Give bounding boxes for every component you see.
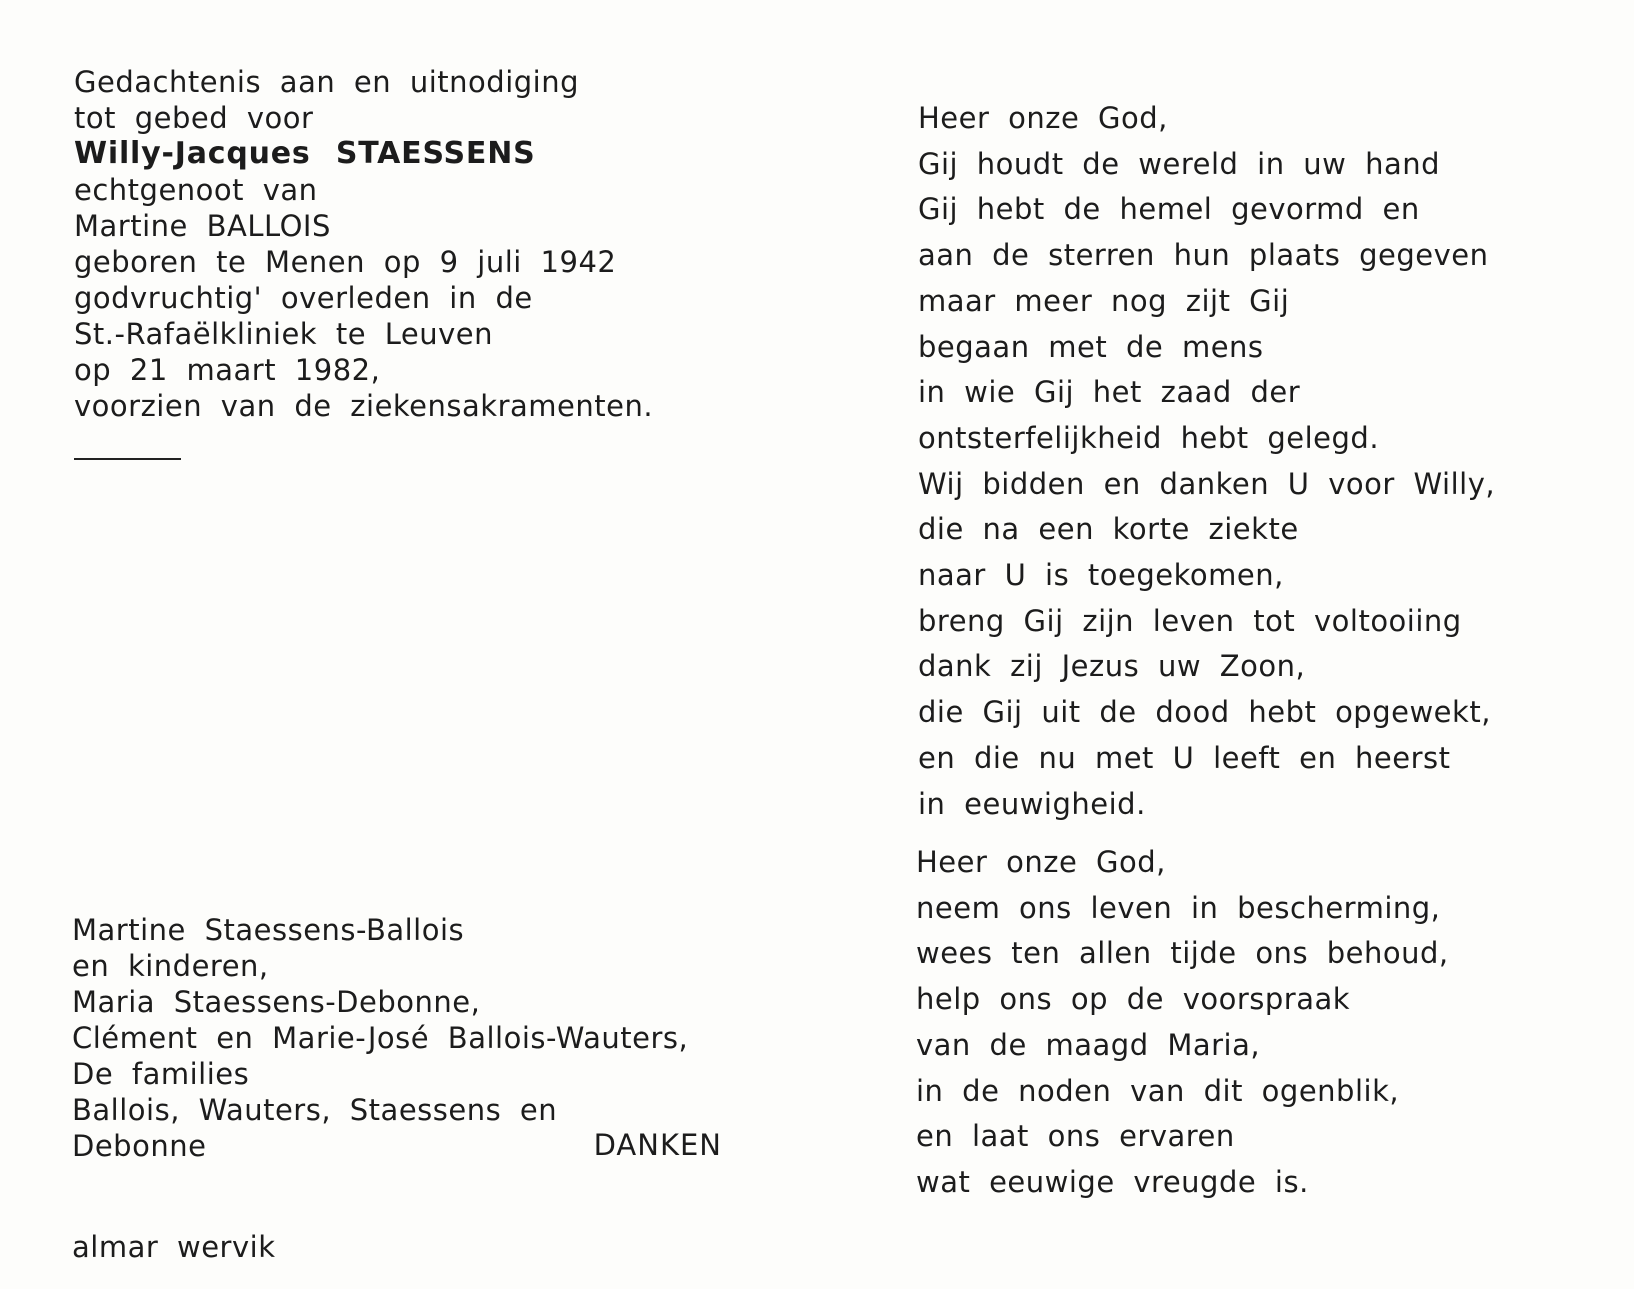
prayer-stanza-1 xyxy=(918,96,1495,827)
deceased-name: Willy-Jacques STAESSENS xyxy=(74,136,536,171)
family-line: Martine Staessens-Ballois xyxy=(72,913,465,947)
prayer-line: die Gij uit de dood hebt opgewekt, xyxy=(918,695,1491,730)
prayer-line: begaan met de mens xyxy=(918,329,1264,364)
prayer-line: neem ons leven in bescherming, xyxy=(916,890,1441,925)
prayer-line: Gij hebt de hemel gevormd en xyxy=(918,192,1420,227)
detail-line: op 21 maart 1982, xyxy=(74,353,381,387)
detail-line: echtgenoot van xyxy=(74,173,318,207)
memorial-intro xyxy=(74,64,653,424)
family-thanks xyxy=(72,912,722,1164)
family-last-row xyxy=(72,1128,722,1164)
prayer-line: en laat ons ervaren xyxy=(916,1119,1235,1154)
prayer-line: in de noden van dit ogenblik, xyxy=(916,1073,1400,1108)
family-line: Debonne xyxy=(72,1129,207,1163)
thanks-word: DANKEN xyxy=(593,1128,722,1162)
prayer-line: breng Gij zijn leven tot voltooiing xyxy=(918,603,1462,638)
prayer-line: die na een korte ziekte xyxy=(918,512,1299,547)
prayer-line: wees ten allen tijde ons behoud, xyxy=(916,936,1449,971)
prayer-line: in eeuwigheid. xyxy=(918,786,1146,821)
family-line: De families xyxy=(72,1057,250,1091)
family-line: Clément en Marie-José Ballois-Wauters, xyxy=(72,1021,689,1055)
prayer-line: help ons op de voorspraak xyxy=(916,982,1351,1017)
prayer-line: en die nu met U leeft en heerst xyxy=(918,740,1451,775)
prayer-line: Wij bidden en danken U voor Willy, xyxy=(918,466,1496,501)
prayer-line: ontsterfelijkheid hebt gelegd. xyxy=(918,420,1380,455)
prayer-line: Heer onze God, xyxy=(918,101,1168,135)
prayer-stanza-2 xyxy=(916,840,1449,1206)
printer-name: almar wervik xyxy=(72,1230,276,1264)
detail-line: St.-Rafaëlkliniek te Leuven xyxy=(74,317,494,351)
printer-imprint xyxy=(72,1230,276,1264)
family-line: Ballois, Wauters, Staessens en xyxy=(72,1093,558,1127)
prayer-line: Gij houdt de wereld in uw hand xyxy=(918,146,1441,181)
prayer-line: aan de sterren hun plaats gegeven xyxy=(918,238,1489,273)
detail-line: Martine BALLOIS xyxy=(74,209,331,243)
prayer-line: naar U is toegekomen, xyxy=(918,558,1284,593)
prayer-line: van de maagd Maria, xyxy=(916,1027,1261,1062)
intro-line: tot gebed voor xyxy=(74,101,314,135)
detail-line: voorzien van de ziekensakramenten. xyxy=(74,389,654,423)
intro-line: Gedachtenis aan en uitnodiging xyxy=(74,65,580,99)
divider-rule xyxy=(74,458,181,460)
prayer-line: dank zij Jezus uw Zoon, xyxy=(918,649,1306,684)
family-line: Maria Staessens-Debonne, xyxy=(72,985,481,1019)
prayer-line: Heer onze God, xyxy=(916,845,1166,879)
detail-line: geboren te Menen op 9 juli 1942 xyxy=(74,245,617,279)
prayer-line: wat eeuwige vreugde is. xyxy=(916,1164,1309,1199)
prayer-line: maar meer nog zijt Gij xyxy=(918,283,1290,318)
family-line: en kinderen, xyxy=(72,949,269,983)
detail-line: godvruchtig' overleden in de xyxy=(74,281,533,315)
prayer-line: in wie Gij het zaad der xyxy=(918,375,1301,410)
